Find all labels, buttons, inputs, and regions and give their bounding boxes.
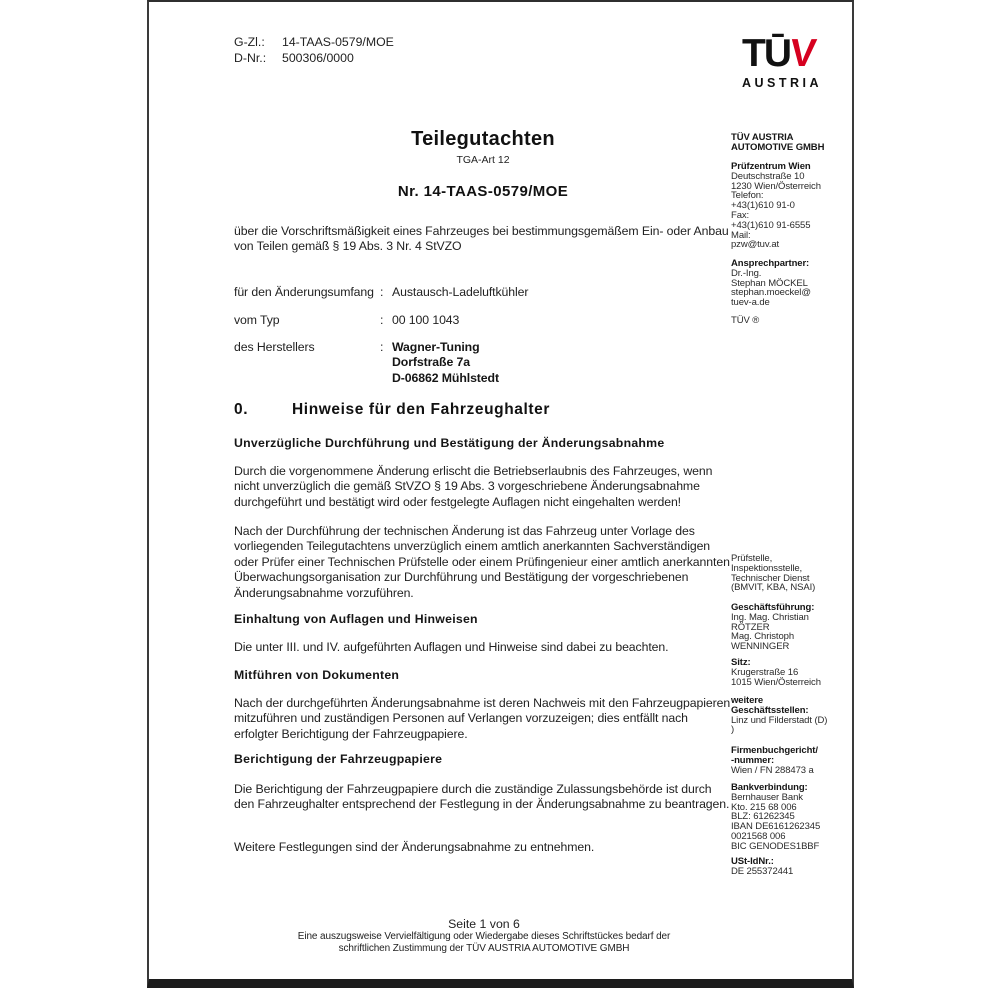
ref-row-dnr <box>234 50 394 66</box>
sidebar-block <box>731 133 853 153</box>
tuv-logo-wordmark <box>742 34 842 74</box>
sidebar-line: Stephan MÖCKEL <box>731 277 808 289</box>
sidebar-line: Wien / FN 288473 a <box>731 764 814 776</box>
sidebar-line: Krugerstraße 16 <box>731 666 799 678</box>
title-block <box>234 128 732 200</box>
tuv-logo-black-letters: TŪ <box>742 32 790 75</box>
sidebar-line: Telefon: <box>731 190 764 202</box>
manufacturer-city: D-06862 Mühlstedt <box>392 370 499 385</box>
sidebar-block <box>731 316 853 326</box>
sidebar-line: Mag. Christoph <box>731 631 795 643</box>
paragraph: Die unter III. und IV. aufgeführten Auflagen und Hinweise sind dabei zu beachten. <box>234 640 669 654</box>
gzl-label: G-Zl.: <box>234 35 265 49</box>
paragraph: Weitere Festlegungen sind der Änderungsabnahme zu entnehmen. <box>234 840 595 854</box>
detail-label: vom Typ <box>234 313 280 327</box>
detail-value: Austausch-Ladeluftkühler <box>392 285 529 299</box>
sidebar-line: IBAN DE6161262345 <box>731 821 821 833</box>
sidebar-line: Ansprechpartner: <box>731 258 810 269</box>
section-heading <box>234 402 732 417</box>
paragraph: Die Berichtigung der Fahrzeugpapiere durch die zuständige Zulassungsbehörde ist durch den Fahrzeughalter entsprechend der Festlegung in der Änderungsabnahme zu beantragen. <box>234 782 730 812</box>
sidebar-block <box>731 857 853 877</box>
detail-label: für den Änderungsumfang <box>234 285 374 299</box>
manufacturer-name: Wagner-Tuning <box>392 340 480 354</box>
document-number: Nr. 14-TAAS-0579/MOE <box>397 183 569 200</box>
sidebar-line: Inspektionsstelle, <box>731 562 803 574</box>
sidebar-line: Ing. Mag. Christian <box>731 611 809 623</box>
gzl-value: 14-TAAS-0579/MOE <box>282 35 394 49</box>
detail-colon: : <box>380 285 384 299</box>
document-title: Teilegutachten <box>411 128 555 150</box>
section-title: Hinweise für den Fahrzeughalter <box>292 401 551 418</box>
detail-value: 00 100 1043 <box>392 313 460 327</box>
sidebar-line: weitere <box>731 695 764 706</box>
page-number: Seite 1 von 6 <box>448 917 520 931</box>
subheading-einhaltung: Einhaltung von Auflagen und Hinweisen <box>234 612 478 626</box>
sidebar-line: Linz und Filderstadt (D) <box>731 714 828 726</box>
sidebar-block <box>731 658 853 687</box>
sidebar-line: AUTOMOTIVE GMBH <box>731 141 825 153</box>
sidebar-line: Mail: <box>731 229 751 241</box>
page-footer <box>224 917 744 956</box>
sidebar-line: tuev-a.de <box>731 297 770 309</box>
subheading-berichtigung: Berichtigung der Fahrzeugpapiere <box>234 752 443 766</box>
sidebar-line: Fax: <box>731 209 750 221</box>
paragraph: Durch die vorgenommene Änderung erlischt die Betriebserlaubnis des Fahrzeuges, wenn nicht unverzüglich die gemäß StVZO § 19 Abs. 3 vorgeschriebene Änderungsabnahme durchgeführt und bestätigt wird oder festgelegte Auflagen nicht eingehalten werden! <box>234 464 713 509</box>
sidebar-line: Kto. 215 68 006 <box>731 801 797 813</box>
sidebar-line: USt-IdNr.: <box>731 856 774 867</box>
sidebar-block <box>731 162 853 250</box>
sidebar-line: Deutschstraße 10 <box>731 170 805 182</box>
detail-label: des Herstellers <box>234 340 315 354</box>
tuv-logo-red-v: V <box>787 32 817 75</box>
subheading-mitfuehren: Mitführen von Dokumenten <box>234 668 400 682</box>
section-number: 0. <box>234 401 249 418</box>
detail-colon: : <box>380 340 384 354</box>
sidebar-line: 1230 Wien/Österreich <box>731 180 821 192</box>
detail-row-typ <box>234 313 732 328</box>
sidebar-line: 0021568 006 <box>731 830 786 842</box>
sidebar-line: pzw@tuv.at <box>731 239 780 251</box>
sidebar-line: Firmenbuchgericht/ <box>731 745 818 756</box>
tuv-logo-austria-text: AUSTRIA <box>742 76 823 90</box>
sidebar-line: +43(1)610 91-6555 <box>731 219 811 231</box>
sidebar-line: TÜV AUSTRIA <box>731 132 794 143</box>
sidebar-block <box>731 783 853 852</box>
sidebar-line: -nummer: <box>731 754 775 766</box>
sidebar-line: Dr.-Ing. <box>731 267 762 279</box>
sidebar-line: RÖTZER <box>731 621 770 633</box>
sidebar-line: stephan.moeckel@ <box>731 287 811 299</box>
dnr-value: 500306/0000 <box>282 51 354 65</box>
sidebar-line: ) <box>731 724 735 736</box>
header-reference-numbers <box>234 34 394 66</box>
manufacturer-address <box>392 340 499 386</box>
sidebar-line: Prüfstelle, <box>731 553 773 564</box>
sidebar-block <box>731 603 853 652</box>
sidebar-line: BLZ: 61262345 <box>731 811 795 823</box>
sidebar-line: DE 255372441 <box>731 865 794 877</box>
footer-notice-line2: schriftlichen Zustimmung der TÜV AUSTRIA AUTOMOTIVE GMBH <box>338 943 630 955</box>
sidebar-line: +43(1)610 91-0 <box>731 200 795 212</box>
detail-row-hersteller <box>234 340 732 386</box>
sidebar-line: Bernhauser Bank <box>731 791 803 803</box>
sidebar-line: Geschäftsführung: <box>731 602 815 613</box>
sidebar-line: TÜV ® <box>731 315 760 326</box>
dnr-label: D-Nr.: <box>234 51 267 65</box>
sidebar-line: 1015 Wien/Österreich <box>731 676 821 688</box>
footer-notice-line1: Eine auszugsweise Vervielfältigung oder Wiedergabe dieses Schriftstückes bedarf der <box>297 931 671 942</box>
detail-row-aenderungsumfang <box>234 285 732 300</box>
sidebar-block <box>731 696 853 735</box>
sidebar-line: Sitz: <box>731 657 751 668</box>
document-page <box>147 0 854 988</box>
sidebar-line: WENNINGER <box>731 641 790 653</box>
manufacturer-street: Dorfstraße 7a <box>392 355 470 370</box>
paragraph: Nach der durchgeführten Änderungsabnahme ist deren Nachweis mit den Fahrzeugpapieren mitzuführen und zuständigen Personen auf Verlangen vorzuzeigen; dies entfällt nach erfolgter Berichtigung der Fahrzeugpapiere. <box>234 696 731 741</box>
sidebar-line: Bankverbindung: <box>731 782 808 793</box>
sidebar-block <box>731 554 853 593</box>
tuv-austria-logo <box>742 34 842 90</box>
intro-paragraph: über die Vorschriftsmäßigkeit eines Fahrzeuges bei bestimmungsgemäßem Ein- oder Anbau von Teilen gemäß § 19 Abs. 3 Nr. 4 StVZO <box>234 224 729 254</box>
detail-colon: : <box>380 313 384 327</box>
subheading-aenderungsabnahme: Unverzügliche Durchführung und Bestätigung der Änderungsabnahme <box>234 436 665 450</box>
ref-row-gzl <box>234 34 394 50</box>
sidebar-line: BIC GENODES1BBF <box>731 840 820 852</box>
sidebar-line: Technischer Dienst <box>731 572 810 584</box>
sidebar-block <box>731 259 853 308</box>
document-subtitle: TGA-Art 12 <box>456 154 510 166</box>
sidebar-line: Prüfzentrum Wien <box>731 161 811 172</box>
sidebar-line: (BMVIT, KBA, NSAI) <box>731 582 816 594</box>
paragraph: Nach der Durchführung der technischen Änderung ist das Fahrzeug unter Vorlage des vorliegenden Teilegutachtens unverzüglich einem amtlich anerkannten Sachverständigen oder Prüfer einer Technischen Prüfstelle oder einem Prüfingenieur einer amtlich anerkannten Überwachungsorganisation zur Durchführung und Bestätigung der vorgeschriebenen Änderungsabnahme vorzuführen. <box>234 524 730 600</box>
sidebar-line: Geschäftsstellen: <box>731 704 809 716</box>
sidebar-block <box>731 746 853 775</box>
